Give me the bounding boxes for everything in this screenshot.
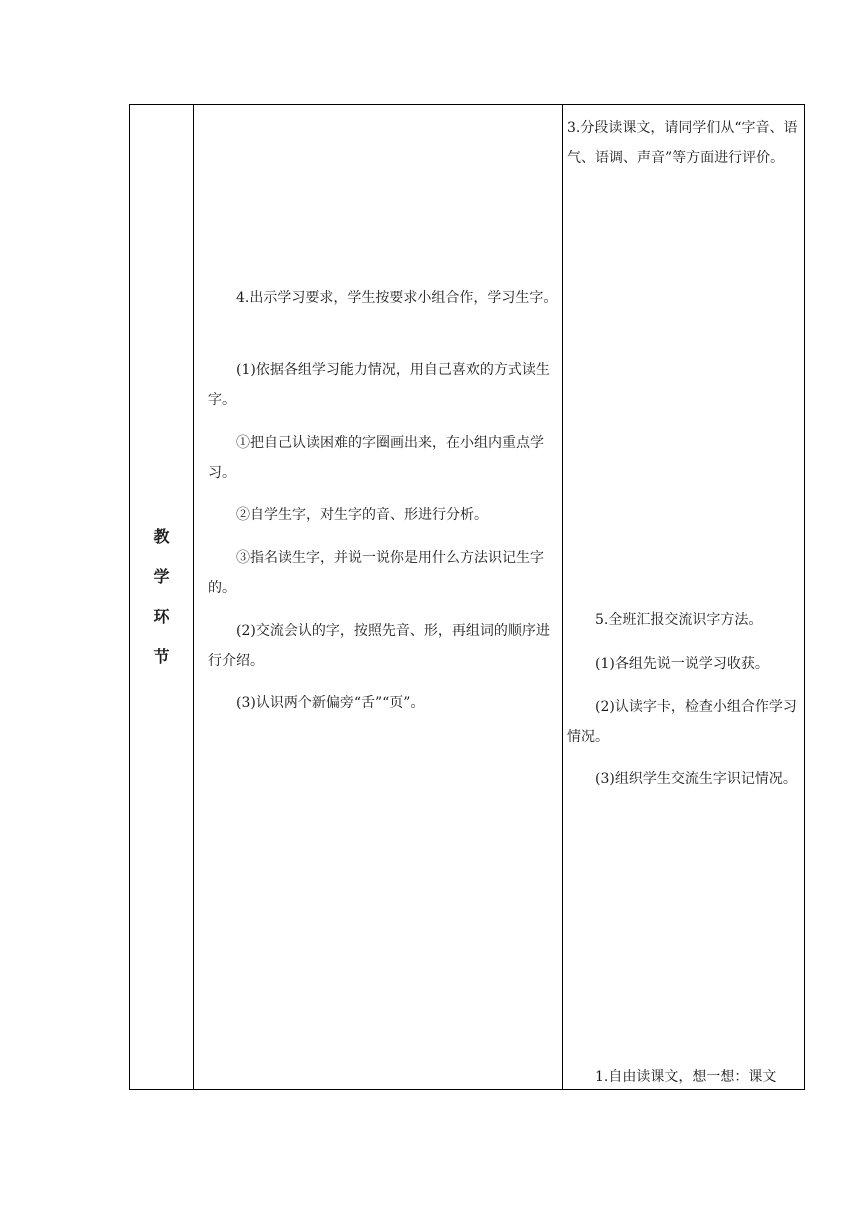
column-divider <box>193 105 194 1089</box>
middle-paragraph-3: (3)认识两个新偏旁“舌”“页”。 <box>236 695 425 711</box>
section-label-char: 学 <box>153 567 170 586</box>
section-label-teaching-steps <box>130 105 193 1089</box>
lesson-plan-table <box>129 104 805 1090</box>
middle-paragraph-circled-1: ①把自己认读困难的字圈画出来，在小组内重点学习。 <box>208 435 544 481</box>
middle-paragraph-circled-3: ③指名读生字，并说一说你是用什么方法识记生字的。 <box>208 550 544 596</box>
right-paragraph-5-3: (3)组织学生交流生字识记情况。 <box>595 771 797 787</box>
section-label-char: 节 <box>153 647 170 666</box>
right-paragraph-step-5: 5.全班汇报交流识字方法。 <box>595 612 763 628</box>
middle-paragraph-1: (1)依据各组学习能力情况，用自己喜欢的方式读生字。 <box>208 362 550 408</box>
middle-paragraph-2: (2)交流会认的字，按照先音、形，再组词的顺序进行介绍。 <box>208 623 550 669</box>
section-label-char: 教 <box>153 527 170 546</box>
right-paragraph-step-1: 1.自由读课文，想一想：课文 <box>595 1069 777 1085</box>
right-paragraph-5-1: (1)各组先说一说学习收获。 <box>595 656 769 672</box>
column-divider <box>562 105 563 1089</box>
middle-paragraph-step-4: 4.出示学习要求，学生按要求小组合作，学习生字。 <box>236 290 558 306</box>
right-paragraph-5-2: (2)认读字卡，检查小组合作学习情况。 <box>567 699 797 745</box>
section-label-char: 环 <box>153 607 170 626</box>
middle-paragraph-circled-2: ②自学生字，对生字的音、形进行分析。 <box>236 507 488 523</box>
right-paragraph-step-3: 3.分段读课文，请同学们从“字音、语气、语调、声音”等方面进行评价。 <box>567 120 798 166</box>
